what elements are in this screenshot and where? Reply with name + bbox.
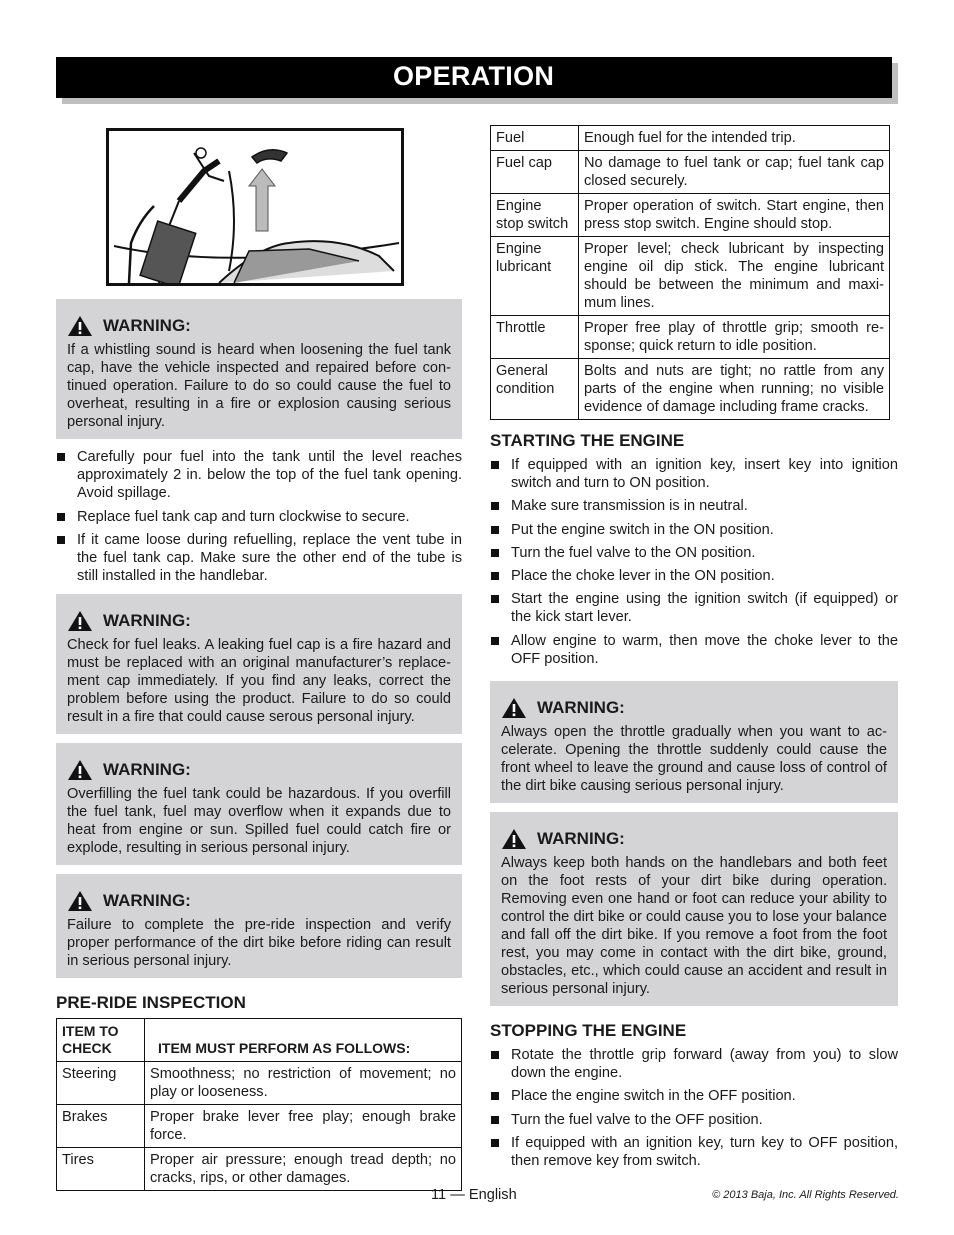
pre-ride-table: [56, 1018, 462, 1191]
table-cell-item: Fuel cap: [491, 151, 579, 194]
warning-box-pre-ride: [56, 874, 462, 978]
table-row: [491, 359, 890, 420]
list-item: Replace fuel tank cap and turn clockwise to secure.: [56, 508, 462, 526]
pre-ride-table-continued: [490, 125, 890, 420]
table-cell-item: Throttle: [491, 316, 579, 359]
warning-heading: [67, 610, 451, 632]
table-cell-desc: Bolts and nuts are tight; no rattle from any parts of the engine when running; no visible evidence of damage including frame cracks.: [579, 359, 890, 420]
page-number: 11 — English: [431, 1187, 517, 1203]
table-cell-desc: No damage to fuel tank or cap; fuel tank cap closed securely.: [579, 151, 890, 194]
warning-box-throttle: [490, 681, 898, 803]
warning-label: WARNING:: [103, 760, 191, 780]
table-cell-item: Steering: [57, 1062, 145, 1105]
warning-text: Always open the throttle gradually when you want to ac-celerate. Opening the throttle suddenly could cause the front wheel to leave the ground and cause loss of control of the dirt bike causing serious personal injury.: [501, 724, 887, 795]
table-row: [491, 126, 890, 151]
table-cell-item: Engine lubricant: [491, 237, 579, 316]
list-item: Turn the fuel valve to the ON position.: [490, 544, 898, 562]
copyright-notice: © 2013 Baja, Inc. All Rights Reserved.: [712, 1189, 899, 1201]
list-item: Carefully pour fuel into the tank until the level reaches approximately 2 in. below the top of the fuel tank opening. Avoid spillage.: [56, 448, 462, 503]
table-cell-desc: Proper free play of throttle grip; smooth re-sponse; quick return to idle position.: [579, 316, 890, 359]
warning-heading: [67, 759, 451, 781]
table-cell-item: General condition: [491, 359, 579, 420]
list-item: Start the engine using the ignition switch (if equipped) or the kick start lever.: [490, 590, 898, 626]
list-item: Make sure transmission is in neutral.: [490, 497, 898, 515]
table-cell-desc: Enough fuel for the intended trip.: [579, 126, 890, 151]
section-title-pre-ride: PRE-RIDE INSPECTION: [56, 993, 246, 1013]
list-item: Put the engine switch in the ON position.: [490, 521, 898, 539]
table-cell-desc: Proper level; check lubricant by inspecting engine oil dip stick. The engine lubricant should be between the minimum and maxi-mum lines.: [579, 237, 890, 316]
table-cell-desc: Proper air pressure; enough tread depth; no cracks, rips, or other damages.: [145, 1148, 462, 1191]
warning-heading: [501, 697, 887, 719]
warning-text: If a whistling sound is heard when loosening the fuel tank cap, have the vehicle inspected and repaired before con-tinued operation. Failure to do so could cause the fuel to overheat, resulting in a fire or explosion causing serious personal injury.: [67, 342, 451, 430]
warning-text: Overfilling the fuel tank could be hazardous. If you overfill the fuel tank, fuel may overflow when it expands due to heat from engine or sun. Spilled fuel could catch fire or explode, resulting in serious personal injury.: [67, 786, 451, 857]
starting-bullet-list: [490, 456, 898, 668]
warning-triangle-icon: [67, 315, 93, 337]
table-cell-item: Engine stop switch: [491, 194, 579, 237]
warning-heading: [67, 315, 451, 337]
table-cell-item: Tires: [57, 1148, 145, 1191]
warning-heading: [67, 890, 451, 912]
list-item: If it came loose during refuelling, replace the vent tube in the fuel tank cap. Make sure the other end of the tube is still installed in the handlebar.: [56, 531, 462, 586]
table-row: [57, 1105, 462, 1148]
warning-box-overfilling: [56, 743, 462, 865]
header-bar: [56, 57, 892, 98]
warning-text: Always keep both hands on the handlebars and both feet on the foot rests of your dirt bike during operation. Removing even one hand or foot can reduce your ability to control the dirt bike or could cause you to lose your balance and fall off the dirt bike. If you remove a foot from the foot rest, you may come in contact with the dirt bike, ground, obstacles, etc., which could cause an accident and result in serious personal injury.: [501, 855, 887, 998]
table-cell-desc: Smoothness; no restriction of movement; no play or looseness.: [145, 1062, 462, 1105]
warning-text: Failure to complete the pre-ride inspection and verify proper performance of the dirt bike before riding can result in serious personal injury.: [67, 917, 451, 970]
page-title: OPERATION: [393, 61, 555, 91]
list-item: Place the engine switch in the OFF position.: [490, 1087, 898, 1105]
warning-box-fuel-leaks: [56, 594, 462, 734]
list-item: Rotate the throttle grip forward (away from you) to slow down the engine.: [490, 1046, 898, 1082]
warning-label: WARNING:: [103, 611, 191, 631]
table-header-row: [57, 1019, 462, 1062]
warning-heading: [501, 828, 887, 850]
fuel-cap-illustration: [106, 128, 404, 286]
right-column: [490, 125, 898, 1175]
warning-triangle-icon: [501, 697, 527, 719]
table-row: [57, 1062, 462, 1105]
warning-box-whistling: [56, 299, 462, 439]
column-header-item: ITEM TO CHECK: [57, 1019, 145, 1062]
table-cell-desc: Proper operation of switch. Start engine, then press stop switch. Engine should stop.: [579, 194, 890, 237]
list-item: Turn the fuel valve to the OFF position.: [490, 1111, 898, 1129]
warning-label: WARNING:: [537, 698, 625, 718]
left-column: [56, 128, 462, 1191]
warning-triangle-icon: [67, 759, 93, 781]
warning-triangle-icon: [67, 890, 93, 912]
warning-text: Check for fuel leaks. A leaking fuel cap is a fire hazard and must be replaced with an original manufacturer’s replace-ment cap immediately. If you find any leaks, correct the problem before using the product. Failure to do so could result in a fire that could cause serous personal injury.: [67, 637, 451, 726]
refuel-bullet-list: [56, 448, 462, 585]
table-row: [491, 151, 890, 194]
warning-label: WARNING:: [103, 891, 191, 911]
warning-triangle-icon: [67, 610, 93, 632]
handlebar-fuel-cap-drawing: [109, 131, 401, 283]
section-title-stopping: STOPPING THE ENGINE: [490, 1021, 687, 1041]
table-row: [491, 316, 890, 359]
table-cell-item: Fuel: [491, 126, 579, 151]
warning-label: WARNING:: [537, 829, 625, 849]
column-header-perform: ITEM MUST PERFORM AS FOLLOWS:: [145, 1019, 462, 1062]
list-item: Allow engine to warm, then move the choke lever to the OFF position.: [490, 632, 898, 668]
list-item: If equipped with an ignition key, insert key into ignition switch and turn to ON position.: [490, 456, 898, 492]
table-row: [57, 1148, 462, 1191]
stopping-bullet-list: [490, 1046, 898, 1170]
warning-triangle-icon: [501, 828, 527, 850]
table-row: [491, 194, 890, 237]
warning-label: WARNING:: [103, 316, 191, 335]
table-cell-desc: Proper brake lever free play; enough brake force.: [145, 1105, 462, 1148]
section-title-starting: STARTING THE ENGINE: [490, 431, 685, 450]
warning-box-hands-feet: [490, 812, 898, 1006]
table-row: [491, 237, 890, 316]
list-item: If equipped with an ignition key, turn key to OFF position, then remove key from switch.: [490, 1134, 898, 1170]
table-cell-item: Brakes: [57, 1105, 145, 1148]
list-item: Place the choke lever in the ON position.: [490, 567, 898, 585]
